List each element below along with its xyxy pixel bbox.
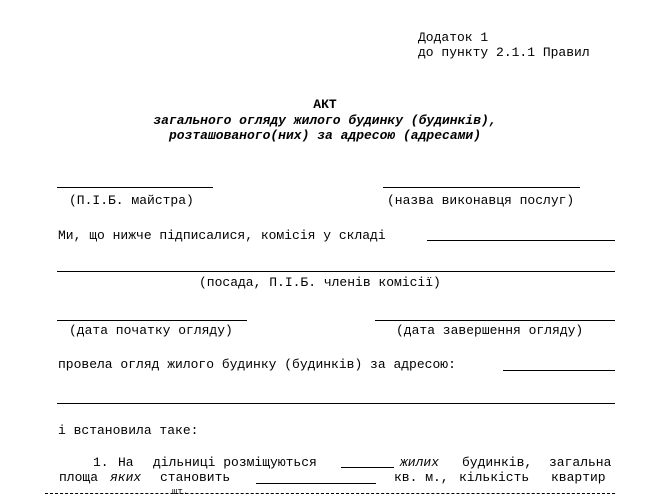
master-caption: (П.І.Б. майстра) — [69, 193, 194, 208]
document-title: АКТ — [313, 97, 337, 112]
item-word-on: На — [118, 455, 134, 470]
master-name-line[interactable] — [57, 187, 213, 188]
item-word-total: загальна — [549, 455, 612, 470]
established-text: і встановила таке: — [58, 423, 199, 438]
item-word-buildings: будинків, — [462, 455, 533, 470]
start-date-line[interactable] — [57, 320, 247, 321]
cut-off-text: шт. — [172, 487, 189, 497]
commission-input-line[interactable] — [427, 240, 615, 241]
item-word-sqm: кв. м., — [394, 470, 449, 485]
item-word-count: кількість — [459, 470, 530, 485]
item-word-which: яких — [110, 470, 142, 485]
item-word-apartments: квартир — [551, 470, 606, 485]
appendix-reference: до пункту 2.1.1 Правил — [418, 45, 590, 60]
appendix-label: Додаток 1 — [418, 30, 489, 45]
commission-members-line[interactable] — [57, 271, 615, 272]
start-date-caption: (дата початку огляду) — [69, 323, 233, 338]
end-date-caption: (дата завершення огляду) — [396, 323, 584, 338]
item-word-amounts: становить — [160, 470, 231, 485]
members-caption: (посада, П.І.Б. членів комісії) — [199, 275, 441, 290]
bottom-cut-line — [45, 493, 615, 494]
contractor-name-line[interactable] — [383, 187, 580, 188]
item-word-residential: жилих — [400, 455, 440, 470]
item-number: 1. — [93, 455, 109, 470]
building-count-line[interactable] — [341, 467, 394, 468]
contractor-caption: (назва виконавця послуг) — [387, 193, 575, 208]
address-continuation-line[interactable] — [57, 403, 615, 404]
document-subtitle-line1: загального огляду жилого будинку (будинків), — [153, 113, 497, 128]
address-input-line[interactable] — [503, 370, 615, 371]
document-subtitle-line2: розташованого(них) за адресою (адресами) — [168, 128, 482, 143]
end-date-line[interactable] — [375, 320, 615, 321]
item-word-site: дільниці розміщуються — [153, 455, 317, 470]
item-word-area: площа — [59, 470, 99, 485]
inspection-text: провела огляд жилого будинку (будинків) за адресою: — [58, 357, 456, 372]
area-input-line[interactable] — [256, 483, 376, 484]
commission-text: Ми, що нижче підписалися, комісія у складі — [58, 228, 386, 243]
